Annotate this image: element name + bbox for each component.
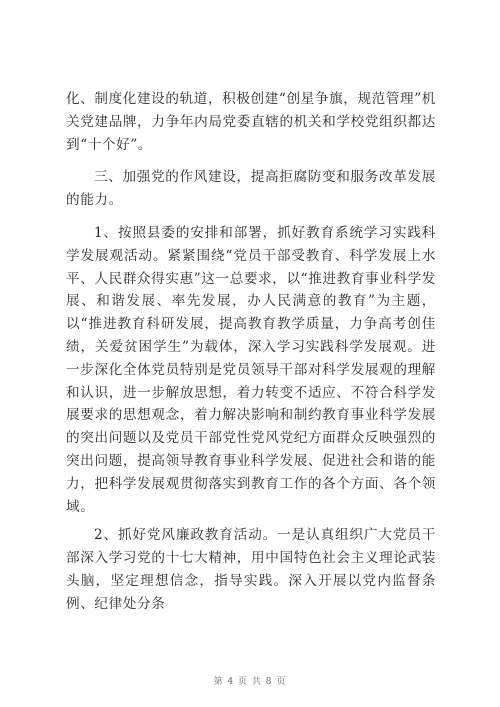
paragraph-item-2: 2、抓好党风廉政教育活动。一是认真组织广大党员干部深入学习党的十七大精神，用中国特色社会主义理论武装头脑，坚定理想信念，指导实践。深入开展以党内监督条例、纪律处分条	[66, 527, 436, 612]
page-number-footer: 第 4 页 共 8 页	[213, 677, 287, 687]
paragraph-item-1: 1、按照县委的安排和部署，抓好教育系统学习实践科学发展观活动。紧紧围绕“党员干部受教育、科学发展上水平、人民群众得实惠”这一总要求，以“推进教育事业科学发展、和谐发展、率先发展，办人民满意的教育”为主题，以“推进教育科研发展，提高教育教学质量，力争高考创佳绩，关爱贫困学生”为载体，深入学习实践科学发展观。进一步深化全体党员特别是党员领导干部对科学发展观的理解和认识，进一步解放思想，着力转变不适应、不符合科学发展要求的思想观念，着力解决影响和制约教育事业科学发展的突出问题以及党员干部党性党风党纪方面群众反映强烈的突出问题，提高领导教育事业科学发展、促进社会和谐的能力，把科学发展观贯彻落实到教育工作的各个方面、各个领域。	[66, 224, 436, 515]
document-body	[66, 88, 436, 616]
section-heading-3: 三、加强党的作风建设，提高拒腐防变和服务改革发展的能力。	[66, 169, 436, 209]
paragraph-continuation: 化、制度化建设的轨道，积极创建“创星争旗，规范管理”机关党建品牌，力争年内局党委直辖的机关和学校党组织都达到“十个好”。	[66, 91, 436, 153]
